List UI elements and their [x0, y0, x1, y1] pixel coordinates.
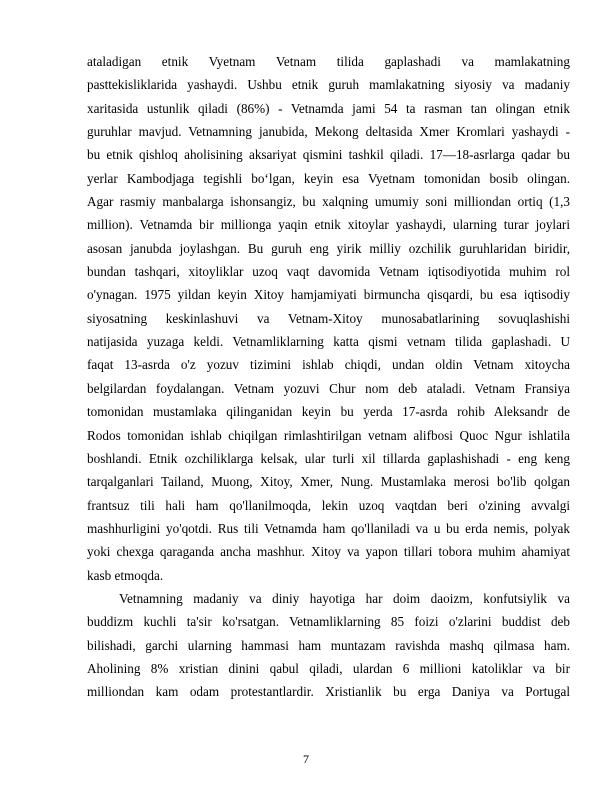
text-line: asosan janubda joylashgan. Bu guruh eng yirik milliy ozchilik guruhlaridan biridir, [87, 240, 570, 256]
text-line: yerlar Kambodjaga tegishli boʻlgan, keyin esa Vyetnam tomonidan bosib olingan. [87, 170, 570, 186]
text-line: tarqalganlari Tailand, Muong, Xitoy, Xmer, Nung. Mustamlaka merosi bo'lib qolgan [87, 474, 570, 490]
text-line: Agar rasmiy manbalarga ishonsangiz, bu xalqning umumiy soni milliondan ortiq (1,3 [87, 194, 570, 210]
text-line: Vetnamning madaniy va diniy hayotiga har doim daoizm, konfutsiylik va [119, 590, 570, 606]
text-line: yoki chexga qaraganda ancha mashhur. Xitoy va yapon tillari tobora muhim ahamiyat [87, 544, 570, 560]
text-line: bilishadi, garchi ularning hammasi ham muntazam ravishda mashq qilmasa ham. [87, 637, 570, 653]
text-line: kasb etmoqda. [87, 567, 164, 583]
text-line: guruhlar mavjud. Vetnamning janubida, Mekong deltasida Xmer Kromlari yashaydi - [87, 124, 570, 140]
text-line: belgilardan foydalangan. Vetnam yozuvi Chur nom deb ataladi. Vetnam Fransiya [87, 380, 570, 396]
text-line: buddizm kuchli ta'sir ko'rsatgan. Vetnamliklarning 85 foizi o'zlarini buddist deb [87, 614, 570, 630]
paragraph-1 [87, 50, 570, 587]
text-line: Aholining 8% xristian dinini qabul qiladi, ulardan 6 millioni katoliklar va bir [87, 660, 570, 676]
text-line: tomonidan mustamlaka qilinganidan keyin bu yerda 17-asrda rohib Aleksandr de [87, 404, 570, 420]
text-line: faqat 13-asrda o'z yozuv tizimini ishlab chiqdi, undan oldin Vetnam xitoycha [87, 357, 570, 373]
paragraph-2 [87, 587, 570, 704]
text-line: million). Vetnamda bir millionga yaqin etnik xitoylar yashaydi, ularning turar joylari [87, 217, 570, 233]
text-line: boshlandi. Etnik ozchiliklarga kelsak, ular turli xil tillarda gaplashishadi - eng keng [87, 450, 570, 466]
text-line: natijasida yuzaga keldi. Vetnamliklarning katta qismi vetnam tilida gaplashadi. U [87, 334, 570, 350]
document-page [87, 50, 570, 704]
text-line: mashhurligini yo'qotdi. Rus tili Vetnamda ham qo'llaniladi va u bu erda nemis, polyak [87, 520, 570, 536]
text-line: Rodos tomonidan ishlab chiqilgan rimlashtirilgan vetnam alifbosi Quoc Ngur ishlatila [87, 427, 570, 443]
text-line: ataladigan etnik Vyetnam Vetnam tilida gaplashadi va mamlakatning [87, 54, 570, 69]
text-line: siyosatning keskinlashuvi va Vetnam-Xitoy munosabatlarining sovuqlashishi [87, 310, 570, 326]
text-line: o'ynagan. 1975 yildan keyin Xitoy hamjamiyati birmuncha qisqardi, bu esa iqtisodiy [87, 287, 570, 303]
page-number: 7 [303, 752, 309, 766]
text-line: xaritasida ustunlik qiladi (86%) - Vetnamda jami 54 ta rasman tan olingan etnik [87, 100, 570, 116]
text-line: bundan tashqari, xitoyliklar uzoq vaqt davomida Vetnam iqtisodiyotida muhim rol [87, 264, 570, 280]
text-line: pasttekisliklarida yashaydi. Ushbu etnik guruh mamlakatning siyosiy va madaniy [87, 77, 570, 93]
text-line: bu etnik qishloq aholisining aksariyat qismini tashkil qiladi. 17—18-asrlarga qadar bu [87, 147, 570, 163]
text-line: milliondan kam odam protestantlardir. Xristianlik bu erga Daniya va Portugal [87, 684, 570, 700]
text-line: frantsuz tili hali ham qo'llanilmoqda, lekin uzoq vaqtdan beri o'zining avvalgi [87, 497, 570, 513]
